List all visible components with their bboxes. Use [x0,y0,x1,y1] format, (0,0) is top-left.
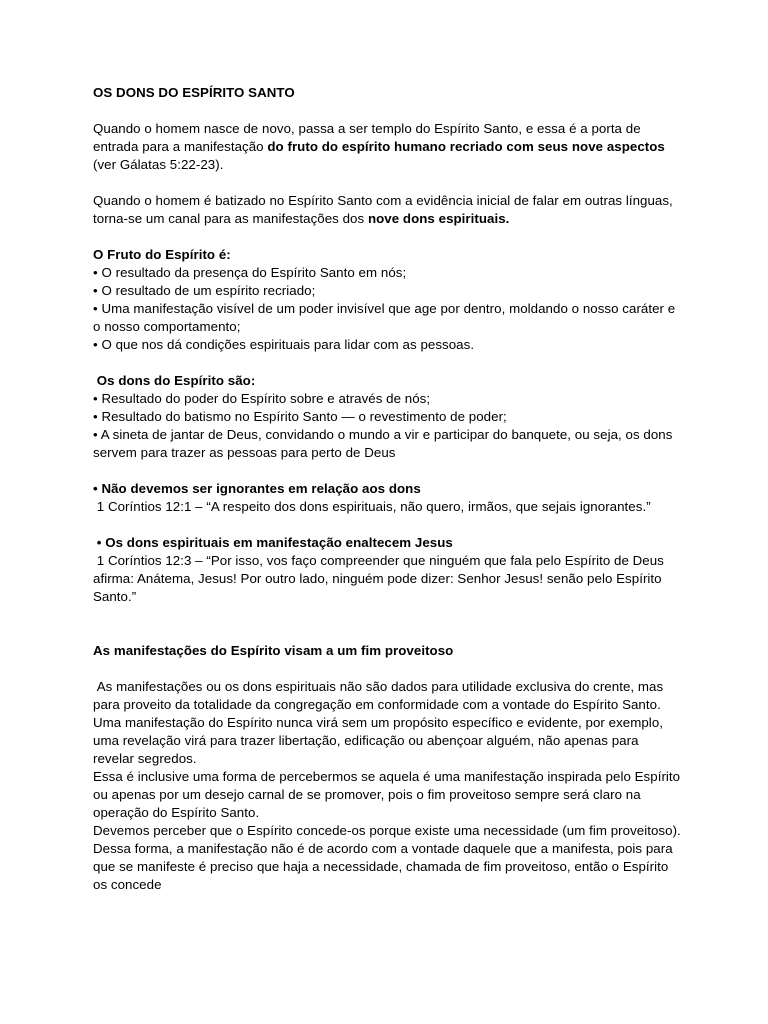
spacer [93,354,683,372]
manifestacoes-paragraph: Uma manifestação do Espírito nunca virá sem um propósito específico e evidente, por exemplo, uma revelação virá para trazer libertação, edificação ou abençoar alguém, não apenas para revelar segredos. [93,715,664,766]
manifestacoes-paragraph: Devemos perceber que o Espírito concede-os porque existe uma necessidade (um fim proveitoso). [93,823,681,838]
dons-heading: Os dons do Espírito são: [93,373,256,388]
intro-text: Quando o homem nasce de novo, passa a ser templo do Espírito Santo, e essa é a porta de entrada para a manifestação [93,121,641,154]
fruto-item: • Uma manifestação visível de um poder invisível que age por dentro, moldando o nosso caráter e o nosso comportamento; [93,301,676,334]
manifestacoes-heading: As manifestações do Espírito visam a um fim proveitoso [93,643,454,658]
ignorantes-heading: • Não devemos ser ignorantes em relação aos dons [93,481,421,496]
intro-reference: (ver Gálatas 5:22-23). [93,157,224,172]
spacer [93,462,683,480]
manifestacoes-paragraph: Essa é inclusive uma forma de percebermos se aquela é uma manifestação inspirada pelo Espírito ou apenas por um desejo carnal de se promover, pois o fim proveitoso sempre será claro na operação do Espírito Santo. [93,769,681,820]
spacer [93,516,683,534]
document-page [93,84,683,894]
spacer [93,606,683,642]
enaltecem-heading: • Os dons espirituais em manifestação enaltecem Jesus [93,535,453,550]
fruto-item: • O resultado da presença do Espírito Santo em nós; [93,265,407,280]
fruto-item: • O resultado de um espírito recriado; [93,283,316,298]
fruto-heading: O Fruto do Espírito é: [93,247,231,262]
enaltecem-verse: 1 Coríntios 12:3 – “Por isso, vos faço compreender que ninguém que fala pelo Espírito de Deus afirma: Anátema, Jesus! Por outro lado, ninguém pode dizer: Senhor Jesus! senão pelo Espírito Santo.” [93,553,668,604]
intro-text-2: Quando o homem é batizado no Espírito Santo com a evidência inicial de falar em outras línguas, torna-se um canal para as manifestações dos [93,193,673,226]
intro-bold-text-2: nove dons espirituais. [367,211,510,226]
dons-item: • Resultado do batismo no Espírito Santo — o revestimento de poder; [93,409,507,424]
fruto-item: • O que nos dá condições espirituais para lidar com as pessoas. [93,337,475,352]
manifestacoes-paragraph: As manifestações ou os dons espirituais não são dados para utilidade exclusiva do crente, mas para proveito da totalidade da congregação em conformidade com a vontade do Espírito Santo. [93,679,667,712]
dons-item: • Resultado do poder do Espírito sobre e através de nós; [93,391,431,406]
ignorantes-verse: 1 Coríntios 12:1 – “A respeito dos dons espirituais, não quero, irmãos, que sejais ignorantes.” [93,499,651,514]
manifestacoes-paragraph: Dessa forma, a manifestação não é de acordo com a vontade daquele que a manifesta, pois para que se manifeste é preciso que haja a necessidade, chamada de fim proveitoso, então o Espírito os concede [93,841,673,892]
spacer [93,102,683,120]
intro-paragraph-1 [93,120,683,174]
document-title: OS DONS DO ESPÍRITO SANTO [93,85,295,100]
dons-item: • A sineta de jantar de Deus, convidando o mundo a vir e participar do banquete, ou seja, os dons servem para trazer as pessoas para perto de Deus [93,427,673,460]
intro-paragraph-2 [93,192,683,228]
spacer [93,660,683,678]
intro-bold-text: do fruto do espírito humano recriado com seus nove aspectos [267,139,665,154]
spacer [93,174,683,192]
spacer [93,228,683,246]
